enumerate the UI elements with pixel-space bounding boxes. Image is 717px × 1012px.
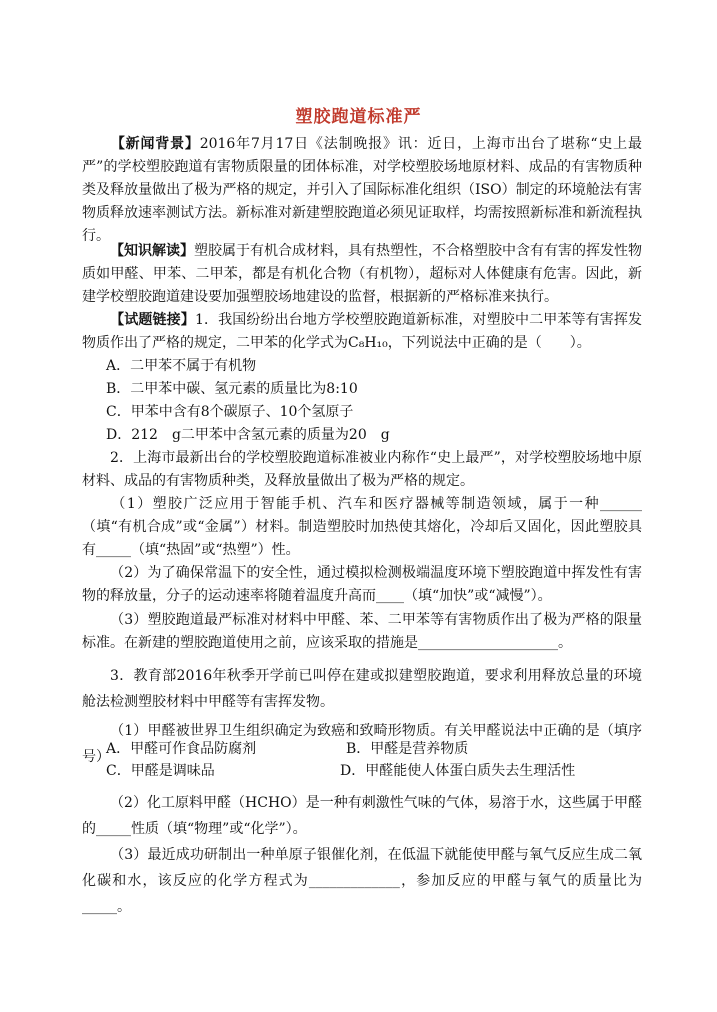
q1-option-d: D．212 g二甲苯中含氢元素的质量为20 g [106, 427, 390, 443]
question-3-sub1: （1）甲醛被世界卫生组织确定为致癌和致畸形物质。有关甲醛说法中正确的是（填序号） [82, 723, 642, 765]
question-2-sub2: （2）为了确保常温下的安全性，通过模拟检测极端温度环境下塑胶跑道中挥发性有害物的释放量，分子的运动速率将随着温度升高而____（填“加快”或“减慢”）。 [82, 565, 642, 604]
q3-option-d: D．甲醛能使人体蛋白质失去生理活性 [340, 763, 576, 779]
q3-option-c: C．甲醛是调味品 [106, 763, 215, 779]
question-1-stem [82, 309, 642, 355]
knowledge-paragraph [82, 240, 642, 309]
knowledge-label: 【知识解读】 [110, 243, 194, 259]
question-2-sub1: （1）塑胶广泛应用于智能手机、汽车和医疗器械等制造领域，属于一种______（填“有机合成”或“金属”）材料。制造塑胶时加热使其熔化，冷却后又固化，因此塑胶具有_____（填“热固”或“热塑”）性。 [82, 496, 642, 558]
exam-link-label: 【试题链接】 [110, 312, 195, 328]
knowledge-text: 塑胶属于有机合成材料，具有热塑性，不合格塑胶中含有有害的挥发性物质如甲醛、甲苯、二甲苯，都是有机化合物（有机物），超标对人体健康有危害。因此，新建学校塑胶跑道建设要加强塑胶场地建设的监督，根据新的严格标准来执行。 [82, 243, 642, 305]
q1-option-b: B．二甲苯中碳、氢元素的质量比为8:10 [106, 381, 358, 397]
news-label: 【新闻背景】 [110, 136, 200, 152]
question-2-stem: 2．上海市最新出台的学校塑胶跑道标准被业内称作“史上最严”，对学校塑胶场地中原材料、成品的有害物质种类，及释放量做出了极为严格的规定。 [82, 450, 642, 489]
question-3-sub2: （2）化工原料甲醛（HCHO）是一种有刺激性气味的气体，易溶于水，这些属于甲醛的_____性质（填“物理”或“化学”）。 [82, 795, 642, 837]
news-background-paragraph [82, 133, 642, 248]
q1-option-c: C．甲苯中含有8个碳原子、10个氢原子 [106, 404, 354, 420]
q3-option-a: A．甲醛可作食品防腐剂 [106, 741, 257, 757]
q1-option-a: A．二甲苯不属于有机物 [106, 358, 257, 374]
page-title: 塑胶跑道标准严 [295, 107, 422, 127]
question-3-sub3: （3）最近成功研制出一种单原子银催化剂，在低温下就能使甲醛与氧气反应生成二氧化碳和水，该反应的化学方程式为_____________，参加反应的甲醛与氧气的质量比为_____。 [82, 847, 642, 915]
question-2-sub3: （3）塑胶跑道最严标准对材料中甲醛、苯、二甲苯等有害物质作出了极为严格的限量标准。在新建的塑胶跑道使用之前，应该采取的措施是____________________。 [82, 612, 642, 651]
question-3-stem: 3．教育部2016年秋季开学前已叫停在建或拟建塑胶跑道，要求利用释放总量的环境舱法检测塑胶材料中甲醛等有害挥发物。 [82, 668, 642, 710]
news-text: 2016年7月17日《法制晚报》讯：近日，上海市出台了堪称“史上最严”的学校塑胶跑道有害物质限量的团体标准，对学校塑胶场地原材料、成品的有害物质种类及释放量做出了极为严格的规定，并引入了国际标准化组织（ISO）制定的环境舱法有害物质释放速率测试方法。新标准对新建塑胶跑道必须见证取样，均需按照新标准和新流程执行。 [82, 136, 642, 244]
q3-option-b: B．甲醛是营养物质 [346, 741, 469, 757]
question-1-text: 1．我国纷纷出台地方学校塑胶跑道新标准，对塑胶中二甲苯等有害挥发物质作出了严格的规定，二甲苯的化学式为C₈H₁₀，下列说法中正确的是（ ）。 [82, 312, 643, 351]
